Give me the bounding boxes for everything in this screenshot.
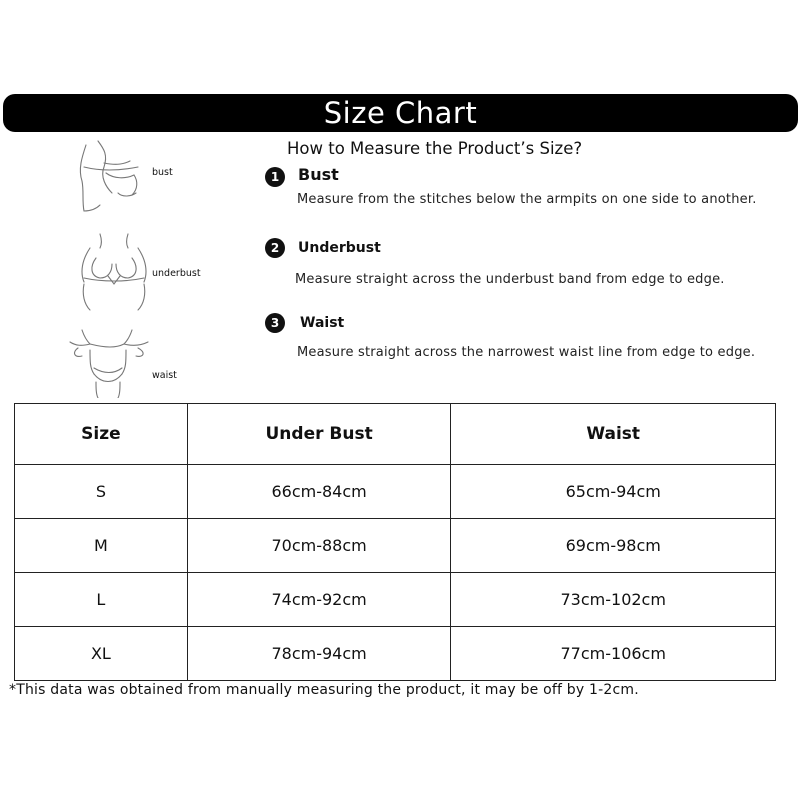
- size-cell: S: [15, 465, 188, 519]
- waist-cell: 65cm-94cm: [451, 465, 776, 519]
- bust-figure-label: bust: [152, 167, 173, 178]
- bust-figure-icon: [60, 135, 150, 215]
- size-cell: XL: [15, 627, 188, 681]
- waist-cell: 69cm-98cm: [451, 519, 776, 573]
- measure-heading: How to Measure the Product’s Size?: [287, 139, 583, 158]
- measurement-footnote: *This data was obtained from manually measuring the product, it may be off by 1-2cm.: [9, 682, 639, 698]
- underbust-description: Measure straight across the underbust band from edge to edge.: [295, 272, 725, 287]
- table-row: [15, 519, 776, 573]
- waist-figure: [60, 328, 230, 408]
- title-banner: [3, 94, 798, 132]
- size-table: [14, 403, 776, 681]
- bust-title: Bust: [298, 165, 339, 184]
- bust-description: Measure from the stitches below the armpits on one side to another.: [297, 192, 757, 207]
- under-bust-cell: 74cm-92cm: [187, 573, 451, 627]
- table-header-row: [15, 404, 776, 465]
- page-title: Size Chart: [323, 96, 478, 130]
- header-waist: Waist: [451, 404, 776, 465]
- step-2-badge: 2: [265, 238, 285, 258]
- under-bust-cell: 66cm-84cm: [187, 465, 451, 519]
- under-bust-cell: 78cm-94cm: [187, 627, 451, 681]
- waist-description: Measure straight across the narrowest waist line from edge to edge.: [297, 345, 756, 360]
- table-row: [15, 627, 776, 681]
- waist-cell: 77cm-106cm: [451, 627, 776, 681]
- underbust-figure-label: underbust: [152, 268, 201, 279]
- size-cell: M: [15, 519, 188, 573]
- underbust-figure-icon: [60, 232, 150, 312]
- waist-title: Waist: [300, 315, 345, 331]
- step-1-badge: 1: [265, 167, 285, 187]
- table-row: [15, 573, 776, 627]
- step-3-badge: 3: [265, 313, 285, 333]
- underbust-figure: [60, 232, 230, 312]
- bust-figure: [60, 135, 230, 215]
- waist-figure-label: waist: [152, 370, 177, 381]
- size-cell: L: [15, 573, 188, 627]
- under-bust-cell: 70cm-88cm: [187, 519, 451, 573]
- underbust-title: Underbust: [298, 240, 381, 256]
- table-row: [15, 465, 776, 519]
- waist-figure-icon: [60, 328, 150, 398]
- header-size: Size: [15, 404, 188, 465]
- waist-cell: 73cm-102cm: [451, 573, 776, 627]
- header-under-bust: Under Bust: [187, 404, 451, 465]
